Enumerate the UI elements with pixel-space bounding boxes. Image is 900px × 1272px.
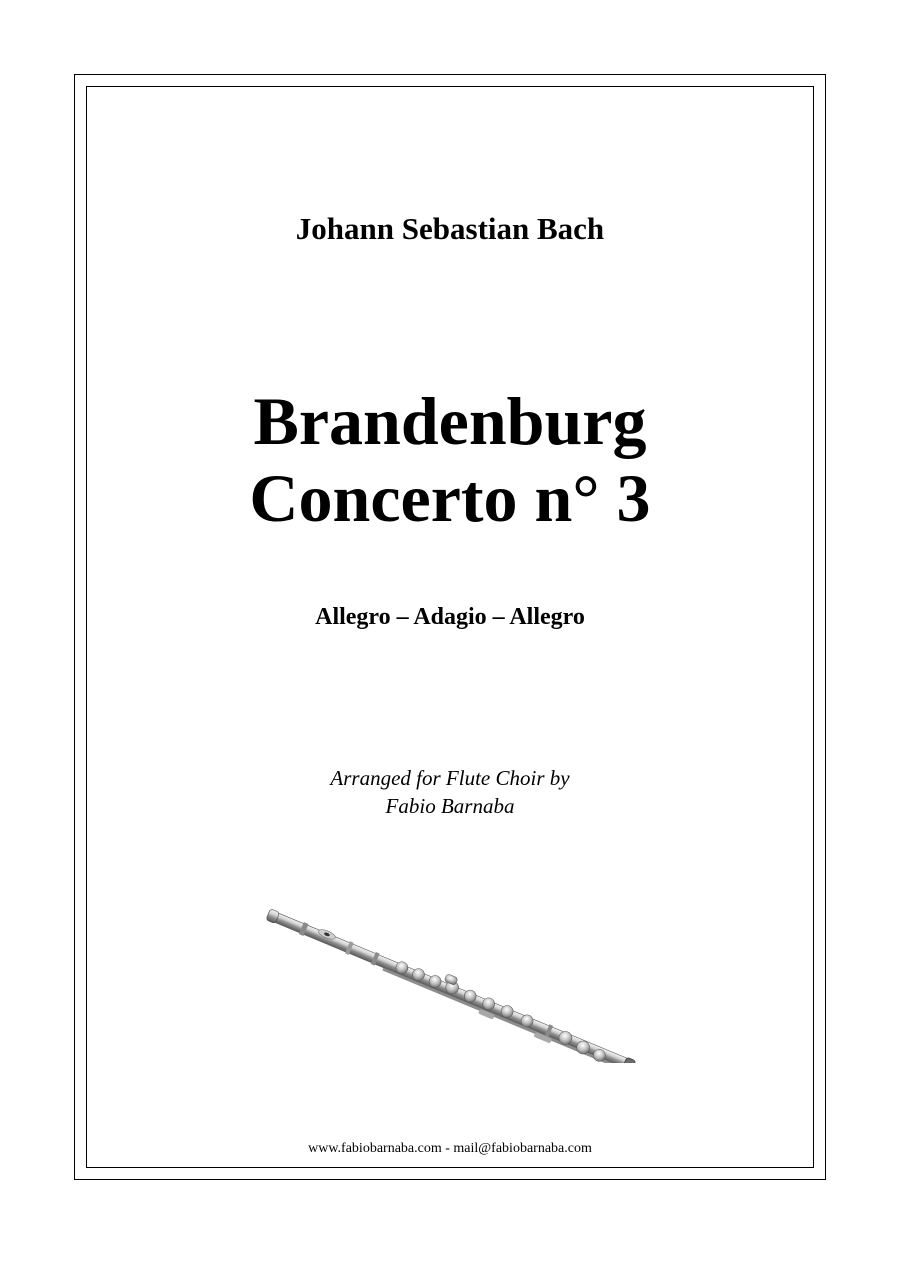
page-title (0, 383, 900, 537)
title-line-1: Brandenburg (253, 383, 647, 459)
composer-name: Johann Sebastian Bach (295, 211, 605, 246)
arrangement-credit (0, 764, 900, 820)
arranger-name: Fabio Barnaba (385, 794, 515, 818)
email-link[interactable]: mail@fabiobarnaba.com (453, 1141, 592, 1156)
title-line-2: Concerto n° 3 (249, 460, 651, 536)
footer-separator: - (441, 1141, 454, 1156)
arrangement-line-1: Arranged for Flute Choir by (330, 766, 570, 790)
website-link[interactable]: www.fabiobarnaba.com (308, 1141, 442, 1156)
footer-contact (0, 1139, 900, 1159)
flute-icon (262, 905, 638, 1063)
movements: Allegro – Adagio – Allegro (315, 604, 585, 630)
